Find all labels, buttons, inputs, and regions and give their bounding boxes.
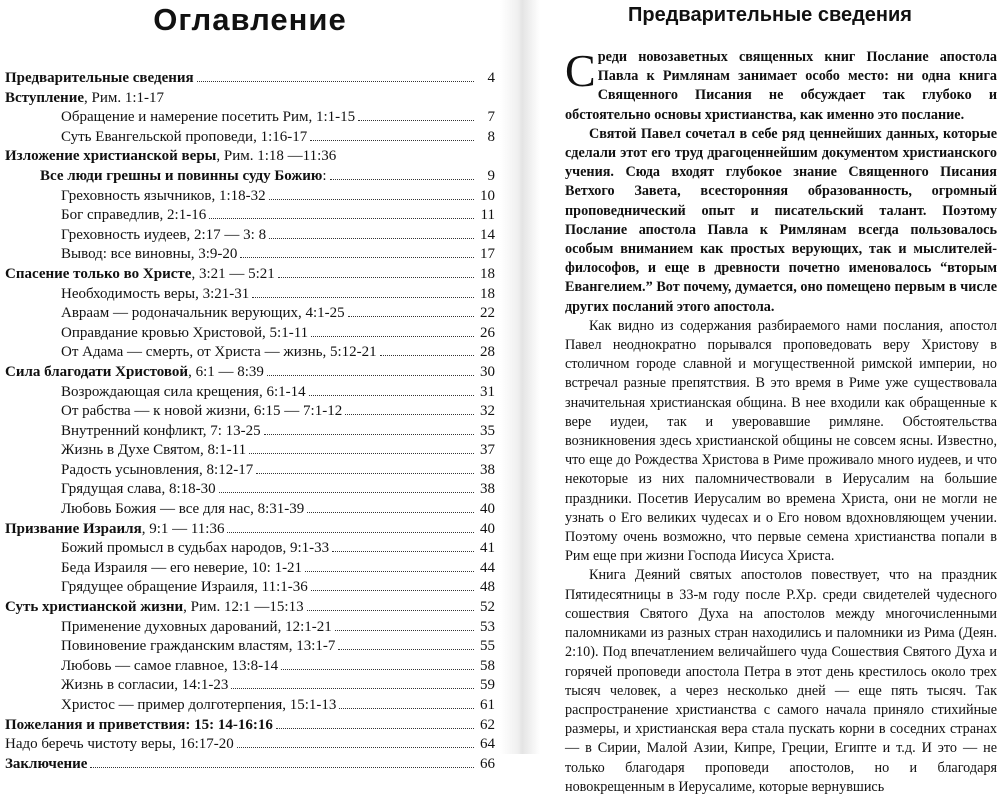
article-paragraph (565, 317, 997, 567)
toc-entry-reference: Бог справедлив, 2:1-16 (61, 207, 207, 224)
toc-page-number: 40 (480, 520, 495, 537)
toc-dot-leader (380, 343, 474, 356)
toc-dot-leader (281, 657, 474, 670)
toc-entry (5, 343, 495, 363)
toc-entry-title (61, 422, 261, 442)
toc-entry-title (61, 657, 278, 677)
toc-entry-title (61, 461, 253, 481)
toc-entry (5, 578, 495, 598)
toc-entry (5, 696, 495, 716)
toc-entry-reference: Применение духовных дарований, 12:1-21 (61, 618, 332, 635)
toc-entry-reference: Беда Израиля — его неверие, 10: 1-21 (61, 559, 303, 576)
toc-entry-title (61, 206, 206, 226)
toc-entry (5, 657, 495, 677)
toc-page-number: 30 (480, 363, 495, 380)
toc-entry-reference: От рабства — к новой жизни, 6:15 — 7:1-12 (61, 403, 343, 420)
toc-entry (5, 618, 495, 638)
toc-entry-bold-title: Спасение только во Христе (5, 265, 192, 282)
toc-entry-title (61, 402, 342, 422)
toc-entry-title (61, 696, 336, 716)
toc-entry-reference: , 6:1 — 8:39 (188, 363, 264, 380)
toc-dot-leader (338, 637, 474, 650)
toc-dot-leader (209, 206, 474, 219)
toc-entry-reference: Внутренний конфликт, 7: 13-25 (61, 422, 261, 439)
toc-entry-reference: : (322, 167, 327, 184)
toc-entry (5, 363, 495, 383)
toc-entry-title (61, 539, 329, 559)
paragraph-text: Святой Павел сочетал в себе ряд ценнейших данных, которые сделали этот его труд драгоценнейшим документом христианского учения. Сюда входят глубокое знание Священного Писания Ветхого Завета, всесторонняя образованность, огромный проповеднический опыт и писательский талант. Поэтому Послание апостола Павла к Римлянам всегда пользовалось особым вниманием как простых верующих, так и мыслителей-философов, и еще в древности почетно именовалось “вторым Евангелием.” Вот почему, думается, оно помещено первым в числе других посланий этого апостола. (565, 125, 997, 315)
toc-page-number: 28 (480, 344, 495, 361)
article-paragraph (565, 125, 997, 317)
toc-dot-leader (307, 500, 474, 513)
toc-entry (5, 245, 495, 265)
toc-entry (5, 637, 495, 657)
toc-page-number: 17 (480, 246, 495, 263)
toc-entry-bold-title: Сила благодати Христовой (5, 363, 189, 380)
toc-dot-leader (307, 598, 474, 611)
toc-entry-reference: Христос — пример долготерпения, 15:1-13 (61, 697, 337, 713)
toc-dot-leader (358, 108, 474, 121)
toc-dot-leader (276, 716, 474, 729)
toc-entry-title (61, 108, 355, 128)
toc-entry-reference: Авраам — родоначальник верующих, 4:1-25 (61, 305, 345, 322)
toc-entry-title (5, 363, 264, 383)
toc-entry-reference: Жизнь в Духе Святом, 8:1-11 (61, 442, 247, 459)
toc-entry-title (61, 637, 335, 657)
toc-dot-leader (309, 383, 474, 396)
toc-page-number: 55 (480, 638, 495, 655)
toc-dot-leader (252, 285, 474, 298)
paragraph-text: Книга Деяний святых апостолов повествует, что на праздник Пятидесятницы в 33-м году после Р.Хр. среди свидетелей чудесного сошествия Святого Духа на апостолов между многочисленными паломниками из разных стран находились и паломники из Рима (Деян. 2:10). Под впечатлением величайшего чуда Сошествия Святого Духа и горячей проповеди апостола Петра в этот день крестилось около трех тысяч человек, а через несколько дней — еще пять тысяч. Так распространение христианства с самого начала приняло стихийные размеры, и христианская вера стала пускать корни в соседних странах — в Сирии, Малой Азии, Кипре, Греции, Египте и т.д. И это — не только благодаря проповеди апостолов, но и благодаря новокрещенным в Иерусалиме, которые вернувшись (565, 567, 997, 795)
toc-page-number: 18 (480, 265, 495, 282)
toc-entry-bold-title: Призвание Израиля (5, 520, 142, 537)
toc-page-number: 7 (487, 109, 495, 126)
toc-entry-reference: Возрождающая сила крещения, 6:1-14 (61, 383, 306, 400)
toc-dot-leader (249, 441, 474, 454)
toc-entry-reference: , 9:1 — 11:36 (141, 520, 225, 537)
toc-entry (5, 304, 495, 324)
table-of-contents (5, 69, 495, 774)
toc-page-number: 61 (480, 697, 495, 713)
toc-page-number: 58 (480, 657, 495, 674)
toc-entry (5, 167, 495, 187)
toc-entry-title (61, 578, 308, 598)
toc-page-number: 38 (480, 461, 495, 478)
toc-entry-title (5, 147, 336, 167)
paragraph-text: Как видно из содержания разбираемого нами послания, апостол Павел неоднократно порывался проповедовать веру Христову в столичном городе славной и могущественной римской империи, но встречал разные препятствия. В это время в Риме уже существовала значительная христианская община. В нее входили как обращенные к вере иудеи, так и уверовавшие римляне. Обстоятельства возникновения здесь христианской общины не совсем ясны. Известно, что еще до Рождества Христова в Риме проживало много иудеев, и что некоторые из них паломничествовали в Иерусалим на большие праздники. Посетив Иерусалим во времена Христа, они не могли не узнать о Его великих чудесах и о Его новом вдохновляющем учении. Поэтому очень возможно, что первые семена христианства попали в Рим еще при жизни Господа Иисуса Христа. (565, 317, 997, 565)
toc-entry-title (61, 343, 377, 363)
toc-page-number: 18 (480, 285, 495, 302)
toc-entry (5, 383, 495, 403)
toc-dot-leader (197, 69, 474, 82)
toc-entry-reference: Оправдание кровью Христовой, 5:1-11 (61, 324, 309, 341)
toc-entry-bold-title: Все люди грешны и повинны суду Божию (40, 167, 323, 184)
toc-dot-leader (332, 539, 474, 552)
toc-dot-leader (227, 520, 474, 533)
toc-page-number: 31 (480, 383, 495, 400)
left-page (0, 0, 500, 772)
toc-entry (5, 265, 495, 285)
toc-entry-title (61, 676, 228, 696)
toc-entry-title (61, 285, 249, 305)
toc-entry (5, 500, 495, 520)
toc-entry-title (61, 245, 237, 265)
toc-page-number: 62 (480, 716, 495, 733)
toc-entry (5, 422, 495, 442)
toc-dot-leader (264, 422, 474, 435)
toc-entry-bold-title: Суть христианской жизни (5, 599, 184, 616)
toc-dot-leader (335, 618, 474, 631)
toc-entry-bold-title: Пожелания и приветствия: 15: 14-16:16 (5, 716, 273, 733)
toc-entry (5, 147, 495, 167)
toc-page-number: 44 (480, 559, 495, 576)
toc-entry (5, 187, 495, 207)
toc-entry-reference: , Рим. 1:18 —11:36 (216, 148, 337, 165)
toc-page-number: 59 (480, 677, 495, 694)
toc-entry-bold-title: Предварительные сведения (5, 70, 194, 86)
right-page (540, 0, 1000, 795)
toc-entry (5, 461, 495, 481)
toc-dot-leader (231, 676, 474, 689)
toc-entry-title (5, 520, 224, 540)
toc-page-number: 32 (480, 403, 495, 420)
toc-entry-reference: Любовь Божия — все для нас, 8:31-39 (61, 501, 305, 518)
toc-entry-reference: Греховность язычников, 1:18-32 (61, 187, 266, 204)
toc-entry-reference: Обращение и намерение посетить Рим, 1:1-15 (61, 109, 356, 126)
toc-dot-leader (311, 578, 474, 591)
toc-entry-reference: Суть Евангельской проповеди, 1:16-17 (61, 128, 308, 145)
toc-entry (5, 108, 495, 128)
toc-dot-leader (305, 559, 474, 572)
toc-page-number: 11 (480, 207, 495, 224)
toc-dot-leader (267, 363, 474, 376)
toc-dot-leader (256, 461, 474, 474)
paragraph-text: реди новозаветных священных книг Послание апостола Павла к Римлянам занимает особо место: ни одна книга Священного Писания не обсуждает так глубоко и обстоятельно основы христианства, как именно это послание. (565, 49, 997, 123)
toc-entry-reference: Любовь — самое главное, 13:8-14 (61, 657, 279, 674)
toc-page-number: 9 (487, 167, 495, 184)
toc-entry-reference: Божий промысл в судьбах народов, 9:1-33 (61, 540, 330, 557)
toc-page-number: 14 (480, 226, 495, 243)
toc-entry-reference: От Адама — смерть, от Христа — жизнь, 5:12-21 (61, 344, 377, 361)
toc-dot-leader (219, 480, 474, 493)
article-title: Предварительные сведения (628, 4, 912, 26)
toc-entry-title (61, 500, 304, 520)
toc-entry-reference: Повиновение гражданским властям, 13:1-7 (61, 638, 336, 655)
toc-entry (5, 480, 495, 500)
toc-entry (5, 598, 495, 618)
toc-entry-reference: Надо беречь чистоту веры, 16:17-20 (5, 736, 234, 753)
toc-entry-reference: Греховность иудеев, 2:17 — 3: 8 (61, 226, 267, 243)
article-paragraph (565, 45, 997, 125)
toc-page-number: 22 (480, 305, 495, 322)
toc-dot-leader (278, 265, 474, 278)
toc-page-number: 53 (480, 618, 495, 635)
toc-entry (5, 520, 495, 540)
toc-entry-title (5, 716, 273, 736)
toc-entry-bold-title: Изложение христианской веры (5, 148, 217, 165)
toc-entry (5, 226, 495, 246)
toc-entry-title (61, 226, 266, 246)
toc-page-number: 64 (480, 736, 495, 753)
toc-page-number: 8 (487, 128, 495, 145)
toc-entry-title (5, 755, 87, 775)
toc-entry-title (61, 441, 246, 461)
toc-page-number: 10 (480, 187, 495, 204)
toc-entry-reference: Грядущая слава, 8:18-30 (61, 481, 216, 498)
toc-entry-title (61, 383, 306, 403)
toc-entry-title (61, 559, 302, 579)
toc-entry-title (61, 128, 307, 148)
toc-entry (5, 324, 495, 344)
toc-entry (5, 559, 495, 579)
toc-page-number: 38 (480, 481, 495, 498)
toc-entry-bold-title: Заключение (5, 755, 88, 772)
toc-entry-reference: , Рим. 1:1-17 (84, 89, 165, 106)
toc-entry (5, 285, 495, 305)
toc-entry-title (61, 187, 266, 207)
toc-dot-leader (330, 167, 474, 180)
toc-entry-title (5, 265, 275, 285)
toc-page-number: 35 (480, 422, 495, 439)
toc-entry-reference: , Рим. 12:1 —15:13 (183, 599, 304, 616)
toc-entry-title (5, 69, 194, 89)
toc-entry-reference: Необходимость веры, 3:21-31 (61, 285, 250, 302)
toc-entry (5, 676, 495, 696)
toc-page-number: 66 (480, 755, 495, 772)
toc-entry-title (40, 167, 327, 187)
toc-dot-leader (310, 128, 474, 141)
book-gutter (500, 0, 540, 754)
toc-dot-leader (311, 324, 474, 337)
toc-entry-bold-title: Вступление (5, 89, 84, 106)
toc-entry-reference: Грядущее обращение Израиля, 11:1-36 (61, 579, 308, 596)
toc-entry (5, 89, 495, 109)
toc-entry (5, 206, 495, 226)
toc-entry-title (61, 480, 216, 500)
toc-dot-leader (269, 187, 474, 200)
toc-page-number: 52 (480, 599, 495, 616)
toc-page-number: 26 (480, 324, 495, 341)
toc-entry (5, 755, 495, 775)
toc-page-number: 48 (480, 579, 495, 596)
toc-dot-leader (269, 226, 474, 239)
toc-entry (5, 735, 495, 755)
toc-dot-leader (237, 735, 474, 748)
toc-dot-leader (348, 304, 474, 317)
toc-entry-title (5, 598, 304, 618)
toc-entry (5, 128, 495, 148)
toc-entry (5, 539, 495, 559)
toc-page-number: 40 (480, 501, 495, 518)
toc-entry-reference: Жизнь в согласии, 14:1-23 (61, 677, 229, 694)
article-body (565, 45, 997, 797)
toc-dot-leader (90, 755, 474, 768)
toc-entry-title (61, 324, 308, 344)
toc-entry (5, 441, 495, 461)
toc-dot-leader (339, 696, 474, 709)
drop-cap: С (565, 45, 596, 96)
toc-page-number: 37 (480, 442, 495, 459)
toc-entry (5, 402, 495, 422)
toc-entry (5, 716, 495, 736)
toc-dot-leader (345, 402, 474, 415)
toc-entry (5, 69, 495, 89)
toc-entry-reference: Вывод: все виновны, 3:9-20 (61, 246, 238, 263)
toc-dot-leader (240, 245, 474, 258)
toc-page-number: 41 (480, 540, 495, 557)
toc-entry-title (61, 618, 332, 638)
toc-entry-title (61, 304, 345, 324)
toc-entry-title (5, 89, 164, 109)
toc-page-number: 4 (487, 70, 495, 86)
toc-entry-reference: Радость усыновления, 8:12-17 (61, 461, 254, 478)
toc-entry-reference: , 3:21 — 5:21 (191, 265, 275, 282)
article-paragraph (565, 566, 997, 796)
toc-title: Оглавление (153, 2, 347, 37)
toc-entry-title (5, 735, 234, 755)
